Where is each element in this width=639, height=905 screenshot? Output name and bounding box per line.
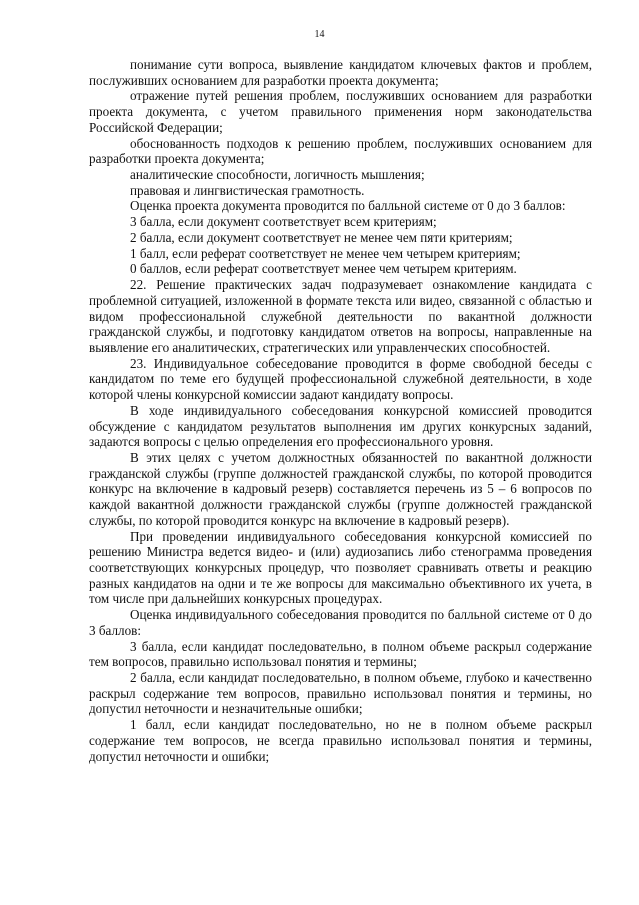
paragraph: обоснованность подходов к решению проблем, послуживших основанием для разработки проекта документа; [89,135,592,167]
paragraph: 3 балла, если документ соответствует всем критериям; [130,214,437,230]
paragraph: 1 балл, если кандидат последовательно, но не в полном объеме раскрыл содержание тем вопросов, не всегда правильно использовал понятия и термины, допустил неточности и ошибки; [89,717,592,764]
paragraph: В ходе индивидуального собеседования конкурсной комиссией проводится обсуждение с кандидатом результатов выполнения им других конкурсных заданий, задаются вопросы с целью определения его профессионального уровня. [89,402,592,450]
paragraph: 0 баллов, если реферат соответствует менее чем четырем критериям. [130,261,517,277]
paragraph: При проведении индивидуального собеседования конкурсной комиссией по решению Министра ведется видео- и (или) аудиозапись либо стенограмма проведения соответствующих конкурсных процедур, что позволяет сравнивать ответы и реакцию разных кандидатов на одни и те же вопросы для максимально объективного их учета, в том числе при дальнейших конкурсных процедурах. [89,528,592,607]
paragraph: В этих целях с учетом должностных обязанностей по вакантной должности гражданской службы (группе должностей гражданской службы, по которой проводится конкурс на включение в кадровый резерв) составляется перечень из 5 – 6 вопросов по каждой вакантной должности гражданской службы (группе должностей гражданской службы, по которой проводится конкурс на включение в кадровый резерв). [89,449,592,528]
document-body [89,57,592,764]
paragraph: отражение путей решения проблем, послуживших основанием для разработки проекта документа, с учетом правильного применения норм законодательства Российской Федерации; [89,88,592,135]
paragraph: 23. Индивидуальное собеседование проводится в форме свободной беседы с кандидатом по теме его будущей профессиональной служебной деятельности, в ходе которой члены конкурсной комиссии задают кандидату вопросы. [89,355,592,403]
paragraph: 1 балл, если реферат соответствует не менее чем четырем критериям; [130,245,521,261]
paragraph: Оценка проекта документа проводится по балльной системе от 0 до 3 баллов: [130,198,566,214]
paragraph: 2 балла, если кандидат последовательно, в полном объеме, глубоко и качественно раскрыл содержание тем вопросов, правильно использовал понятия и термины, но допустил неточности и незначительные ошибки; [89,670,592,717]
page-number: 14 [314,29,325,40]
paragraph: понимание сути вопроса, выявление кандидатом ключевых фактов и проблем, послуживших основанием для разработки проекта документа; [89,57,592,88]
paragraph: 2 балла, если документ соответствует не менее чем пяти критериям; [130,229,513,245]
paragraph: Оценка индивидуального собеседования проводится по балльной системе от 0 до 3 баллов: [89,607,592,638]
paragraph: правовая и лингвистическая грамотность. [130,182,365,198]
paragraph: 22. Решение практических задач подразумевает ознакомление кандидата с проблемной ситуацией, изложенной в формате текста или видео, связанной с областью и видом профессиональной служебной деятельности по вакантной должности гражданской службы, и подготовку кандидатом ответов на вопросы, направленные на выявление его аналитических, стратегических или управленческих способностей. [89,277,592,355]
paragraph: 3 балла, если кандидат последовательно, в полном объеме раскрыл содержание тем вопросов, правильно использовал понятия и термины; [89,638,592,670]
paragraph: аналитические способности, логичность мышления; [130,167,425,183]
